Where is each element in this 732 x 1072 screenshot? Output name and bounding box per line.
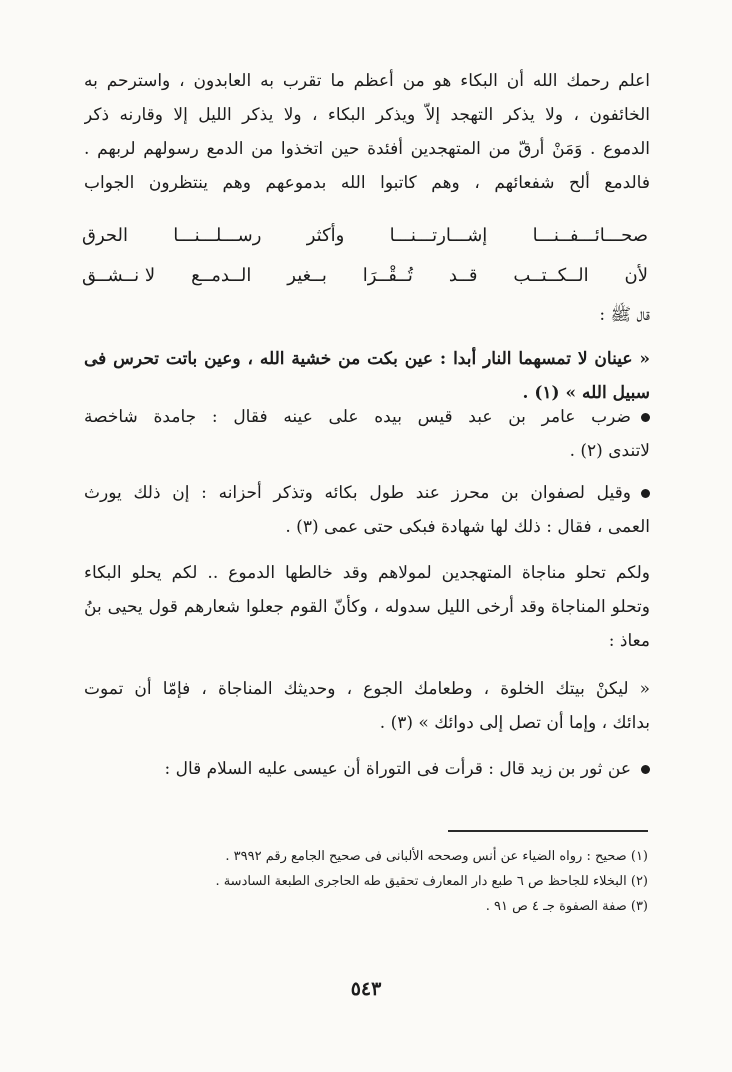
text-line: وقيل لصفوان بن محرز عند طول بكائه وتذكر أحزانه : إن ذلك يورث: [84, 483, 631, 503]
footnotes: [82, 844, 648, 919]
verse-line-2: [82, 256, 648, 296]
text-line: معاذ :: [608, 631, 650, 651]
verse-word: الحرق: [82, 225, 129, 246]
verse-word: رســـلـــنـــا: [173, 225, 262, 246]
bullet-dot: [641, 413, 650, 422]
verse-word: لا نــشــق: [82, 265, 156, 286]
verse-word: بــغير: [287, 265, 327, 286]
verse-word: وأكثر: [306, 225, 345, 246]
text-line: وتحلو المناجاة وقد أرخى الليل سدوله ، وكأنّ القوم جعلوا شعارهم قول يحيى بنُ: [84, 597, 650, 617]
text-line: ضرب عامر بن عبد قيس بيده على عينه فقال : جامدة شاخصة: [84, 407, 631, 427]
text-line: اعلم رحمك الله أن البكاء هو من أعظم ما تقرب به العابدون ، واسترحم به: [84, 71, 650, 91]
verse-word: الــدمــع: [191, 265, 252, 286]
text-line: لاتندى (٢) .: [569, 441, 650, 461]
quote-paragraph: [84, 672, 650, 740]
footnote: (٣) صفة الصفوة جـ ٤ ص ٩١ .: [485, 899, 648, 914]
page-number: ٥٤٣: [350, 978, 382, 1000]
text-line: عن ثور بن زيد قال : قرأت فى التوراة أن عيسى عليه السلام قال :: [164, 759, 631, 779]
text-line: « عينان لا تمسهما النار أبدا : عين بكت من خشية الله ، وعين باتت تحرس فى: [84, 349, 650, 369]
bullet-paragraph-1: [84, 400, 650, 468]
text-line: « ليكنْ بيتك الخلوة ، وطعامك الجوع ، وحديثك المناجاة ، فإمّا أن تموت: [84, 679, 650, 699]
text-line: الدموع . وَمَنْ أرقّ من المتهجدين أفئدة حين اتخذوا من الدمع رسولهم لربهم .: [84, 139, 650, 159]
bullet-paragraph-2: [84, 476, 650, 544]
bullet-dot: [641, 489, 650, 498]
bullet-dot: [641, 765, 650, 774]
footnote-divider: [448, 830, 648, 832]
text-line: فالدمع ألح شفعائهم ، وهم كاتبوا الله بدموعهم وهم ينتظرون الجواب: [84, 173, 650, 193]
verse-line-1: [82, 216, 648, 256]
verse-word: إشـــارتـــنـــا: [389, 225, 488, 246]
bullet-paragraph-3: [84, 752, 650, 786]
verse-word: الــكــتــب: [513, 265, 589, 286]
verse-word: لأن: [624, 265, 648, 286]
text-line: ولكم تحلو مناجاة المتهجدين لمولاهم وقد خالطها الدموع .. لكم يحلو البكاء: [84, 563, 650, 583]
verse-word: تُــقْــرَا: [362, 265, 413, 286]
footnote: (٢) البخلاء للجاحظ ص ٦ طبع دار المعارف تحقيق طه الحاجرى الطبعة السادسة .: [215, 874, 648, 889]
text-line: الخائفون ، ولا يذكر التهجد إلاّ ويذكر البكاء ، ولا يذكر الليل إلا وقارنه ذكر: [84, 105, 650, 125]
text-line: العمى ، فقال : ذلك لها شهادة فبكى حتى عمى (٣) .: [285, 517, 650, 537]
verse-word: صحـــائـــفــنـــا: [532, 225, 648, 246]
intro-paragraph: [84, 64, 650, 200]
poem-verse: [82, 216, 648, 296]
paragraph-munajat: [84, 556, 650, 658]
verse-word: قــد: [448, 265, 478, 286]
footnote: (١) صحيح : رواه الضياء عن أنس وصححه الألبانى فى صحيح الجامع رقم ٣٩٩٢ .: [225, 849, 648, 864]
text-line: قال ﷺ :: [599, 305, 650, 325]
text-line: سبيل الله » (١) .: [522, 383, 650, 403]
text-line: بدائك ، وإما أن تصل إلى دوائك » (٣) .: [379, 713, 650, 733]
qala-line: [84, 298, 650, 332]
